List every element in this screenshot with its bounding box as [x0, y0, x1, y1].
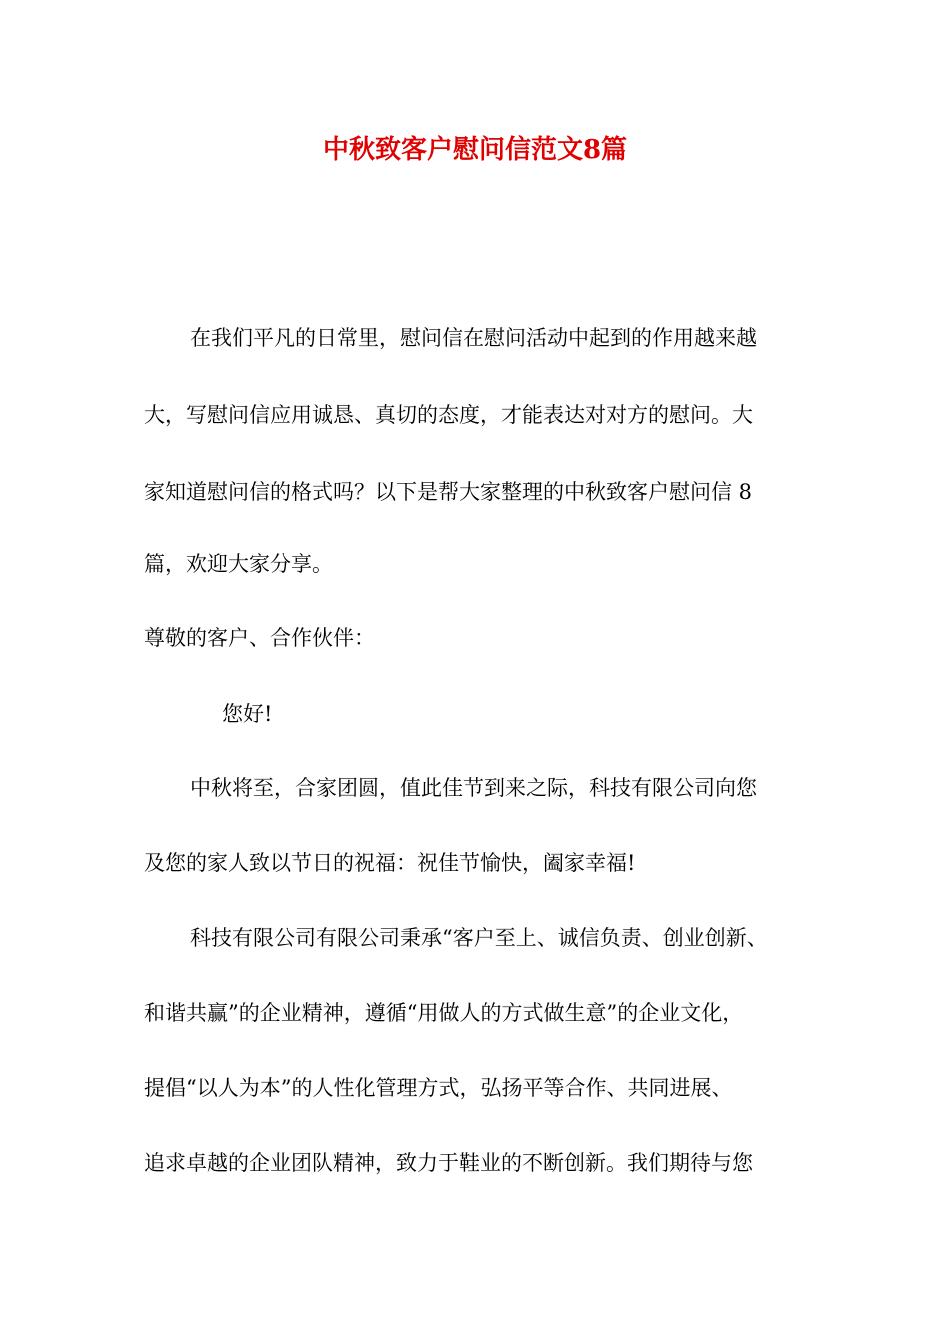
paragraph-line: 大，写慰问信应用诚恳、真切的态度，才能表达对对方的慰问。大 [144, 403, 753, 427]
document-title: 中秋致客户慰问信范文8篇 [322, 135, 628, 165]
paragraph-line: 家知道慰问信的格式吗？以下是帮大家整理的中秋致客户慰问信 8 [144, 480, 753, 504]
paragraph-line: 追求卓越的企业团队精神，致力于鞋业的不断创新。我们期待与您 [144, 1151, 753, 1175]
paragraph-line: 科技有限公司有限公司秉承“客户至上、诚信负责、创业创新、 [190, 926, 768, 950]
paragraph-line: 中秋将至，合家团圆，值此佳节到来之际，科技有限公司向您 [190, 776, 757, 800]
paragraph-line: 及您的家人致以节日的祝福：祝佳节愉快，阖家幸福! [144, 851, 636, 875]
salutation-line: 尊敬的客户、合作伙伴： [144, 626, 375, 650]
paragraph-line: 提倡“以人为本”的人性化管理方式，弘扬平等合作、共同进展、 [144, 1076, 733, 1100]
paragraph-line: 篇，欢迎大家分享。 [144, 552, 333, 576]
greeting-line: 您好! [222, 702, 273, 726]
paragraph-line: 在我们平凡的日常里，慰问信在慰问活动中起到的作用越来越 [190, 326, 757, 350]
paragraph-line: 和谐共赢”的企业精神，遵循“用做人的方式做生意”的企业文化， [144, 1001, 744, 1025]
